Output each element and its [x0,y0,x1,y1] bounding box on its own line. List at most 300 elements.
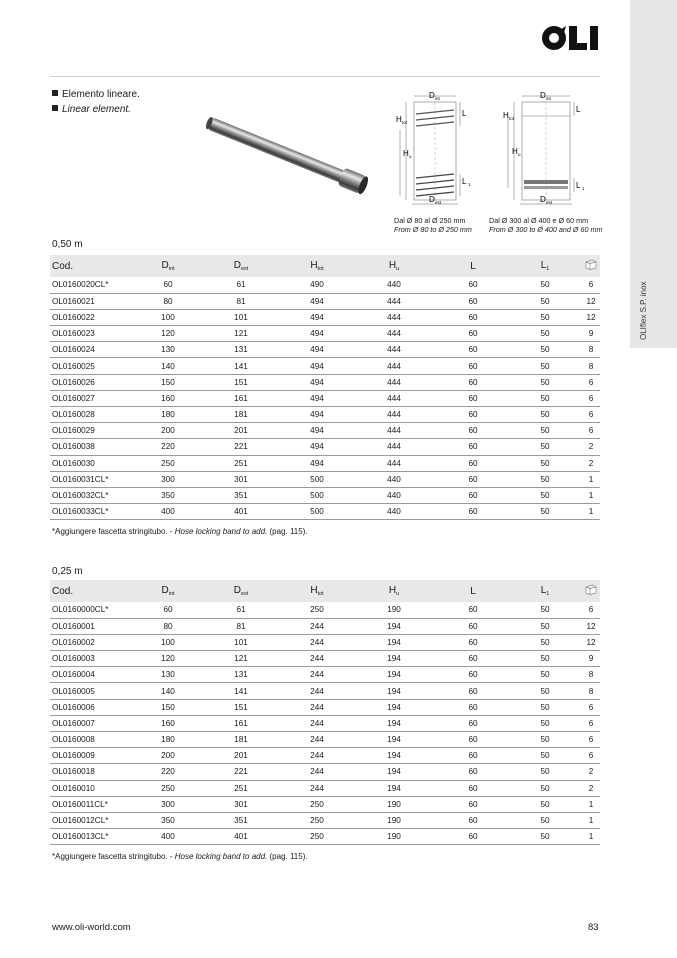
cell-l: 60 [438,390,508,406]
col-header-d-int: $D_{int}$ [138,255,198,277]
cell-d-int: 100 [138,309,198,325]
diagram-caption-en: From Ø 80 to Ø 250 mm [394,225,472,234]
svg-text:L: L [462,109,467,118]
table-row [50,667,600,683]
cell-h-tot: 244 [284,780,350,796]
cell-pack-qty: 6 [582,277,600,293]
cell-h-tot: 494 [284,326,350,342]
cell-h-u: 444 [350,423,438,439]
svg-text:u: u [409,154,412,159]
cell-l1: 50 [508,764,582,780]
cell-d-est: 401 [198,829,284,845]
cell-l: 60 [438,326,508,342]
diagram-caption-large [489,216,602,234]
cell-l1: 50 [508,732,582,748]
description-it: Elemento lineare. [52,87,140,102]
cell-code: OL0160010 [50,780,138,796]
cell-d-est: 161 [198,715,284,731]
cell-d-int: 400 [138,504,198,520]
col-header-code: Cod. [50,255,138,277]
cell-d-est: 251 [198,780,284,796]
svg-text:D: D [429,195,435,204]
svg-text:D: D [540,195,546,204]
cell-d-int: 180 [138,407,198,423]
cell-d-est: 301 [198,471,284,487]
cell-code: OL0160006 [50,699,138,715]
package-icon [585,584,597,595]
cell-h-tot: 250 [284,796,350,812]
cell-pack-qty: 6 [582,602,600,618]
svg-text:L: L [576,105,581,114]
cell-d-int: 150 [138,374,198,390]
cell-d-int: 60 [138,277,198,293]
table-footnote: *Aggiungere fascetta stringitubo. - Hose locking band to add. (pag. 115). [52,527,308,536]
cell-pack-qty: 12 [582,293,600,309]
cell-l: 60 [438,715,508,731]
cell-h-tot: 244 [284,715,350,731]
table-header-row [50,255,600,277]
svg-text:tot: tot [402,120,408,125]
bullet-square-icon [52,90,58,96]
package-icon [585,259,597,270]
cell-d-est: 61 [198,277,284,293]
cell-l1: 50 [508,342,582,358]
cell-d-est: 251 [198,455,284,471]
cell-h-tot: 494 [284,309,350,325]
cell-h-u: 444 [350,407,438,423]
cell-d-est: 151 [198,374,284,390]
cell-pack-qty: 6 [582,390,600,406]
cell-h-tot: 494 [284,342,350,358]
cell-code: OL0160033CL* [50,504,138,520]
cell-d-est: 81 [198,618,284,634]
cell-l1: 50 [508,277,582,293]
cell-pack-qty: 8 [582,683,600,699]
cell-h-u: 194 [350,732,438,748]
cell-d-int: 150 [138,699,198,715]
table-row [50,423,600,439]
col-header-package [582,255,600,277]
svg-text:H: H [403,149,409,158]
table-row [50,699,600,715]
cell-h-tot: 500 [284,504,350,520]
svg-text:est: est [435,200,442,205]
spec-table [50,255,600,520]
cell-h-u: 444 [350,293,438,309]
cell-h-u: 194 [350,683,438,699]
cell-pack-qty: 12 [582,309,600,325]
cell-pack-qty: 2 [582,455,600,471]
cell-h-tot: 244 [284,683,350,699]
cell-h-u: 194 [350,699,438,715]
cell-h-tot: 494 [284,374,350,390]
table-row [50,455,600,471]
table-row [50,407,600,423]
cell-l1: 50 [508,618,582,634]
cell-l: 60 [438,309,508,325]
svg-text:H: H [503,111,509,120]
col-header-l: L [438,255,508,277]
cell-h-u: 194 [350,667,438,683]
col-header-h-tot: $H_{tot}$ [284,255,350,277]
cell-l: 60 [438,812,508,828]
table-row [50,374,600,390]
table-row [50,602,600,618]
cell-h-tot: 500 [284,471,350,487]
cell-pack-qty: 1 [582,487,600,503]
cell-l: 60 [438,358,508,374]
cell-code: OL0160023 [50,326,138,342]
cell-code: OL0160003 [50,651,138,667]
cell-l: 60 [438,455,508,471]
cell-d-est: 141 [198,358,284,374]
cell-l1: 50 [508,471,582,487]
col-header-h-u: $H_u$ [350,255,438,277]
cell-d-int: 80 [138,293,198,309]
table-row [50,293,600,309]
cell-h-tot: 244 [284,732,350,748]
bullet-square-icon [52,105,58,111]
cell-h-tot: 250 [284,602,350,618]
table-row [50,715,600,731]
cell-d-est: 221 [198,764,284,780]
cell-h-u: 444 [350,309,438,325]
cell-h-tot: 494 [284,293,350,309]
page-number: 83 [588,922,599,933]
table-footnote: *Aggiungere fascetta stringitubo. - Hose locking band to add. (pag. 115). [52,852,308,861]
cell-pack-qty: 1 [582,796,600,812]
svg-text:tot: tot [509,116,515,121]
cell-d-int: 250 [138,455,198,471]
cell-pack-qty: 1 [582,504,600,520]
dimension-diagram-small [392,88,478,214]
cell-l1: 50 [508,439,582,455]
cell-l1: 50 [508,748,582,764]
diagram-caption-en: From Ø 300 to Ø 400 and Ø 60 mm [489,225,603,234]
oli-logo [540,22,604,54]
cell-pack-qty: 6 [582,715,600,731]
col-header-package [582,580,600,602]
cell-l: 60 [438,439,508,455]
col-header-d-est: $D_{est}$ [198,580,284,602]
cell-pack-qty: 1 [582,829,600,845]
cell-l1: 50 [508,780,582,796]
col-header-code: Cod. [50,580,138,602]
cell-l1: 50 [508,651,582,667]
table-row [50,390,600,406]
table-row [50,796,600,812]
cell-h-u: 194 [350,780,438,796]
section-title: 0,50 m [52,239,83,250]
cell-l1: 50 [508,487,582,503]
cell-code: OL0160013CL* [50,829,138,845]
footer-website-link[interactable]: www.oli-world.com [52,922,131,933]
cell-l: 60 [438,634,508,650]
cell-pack-qty: 6 [582,748,600,764]
cell-code: OL0160022 [50,309,138,325]
cell-l: 60 [438,829,508,845]
cell-d-est: 131 [198,342,284,358]
cell-l1: 50 [508,358,582,374]
table-row [50,471,600,487]
cell-code: OL0160009 [50,748,138,764]
table-row [50,829,600,845]
cell-l: 60 [438,504,508,520]
table-row [50,634,600,650]
cell-h-tot: 244 [284,667,350,683]
cell-l: 60 [438,748,508,764]
spec-table [50,580,600,845]
cell-l: 60 [438,374,508,390]
cell-d-int: 100 [138,634,198,650]
cell-d-int: 200 [138,423,198,439]
cell-d-est: 121 [198,651,284,667]
cell-code: OL0160007 [50,715,138,731]
cell-code: OL0160008 [50,732,138,748]
cell-code: OL0160032CL* [50,487,138,503]
cell-l1: 50 [508,667,582,683]
cell-d-est: 201 [198,748,284,764]
cell-d-int: 60 [138,602,198,618]
col-header-h-u: $H_u$ [350,580,438,602]
table-row [50,358,600,374]
table-row [50,618,600,634]
side-tab-label: OLIflex S.P. inox [639,281,648,340]
cell-l: 60 [438,342,508,358]
cell-h-tot: 494 [284,423,350,439]
cell-l1: 50 [508,455,582,471]
cell-l: 60 [438,683,508,699]
cell-l: 60 [438,471,508,487]
cell-h-u: 444 [350,439,438,455]
cell-l1: 50 [508,390,582,406]
col-header-d-int: $D_{int}$ [138,580,198,602]
cell-d-est: 201 [198,423,284,439]
product-image [195,110,380,200]
cell-h-u: 194 [350,764,438,780]
svg-text:D: D [429,91,435,100]
cell-d-est: 181 [198,407,284,423]
svg-text:L: L [462,177,467,186]
cell-code: OL0160020CL* [50,277,138,293]
cell-d-est: 121 [198,326,284,342]
cell-l1: 50 [508,812,582,828]
cell-l: 60 [438,277,508,293]
cell-d-int: 350 [138,487,198,503]
cell-l: 60 [438,618,508,634]
cell-l: 60 [438,699,508,715]
cell-l1: 50 [508,699,582,715]
cell-h-u: 444 [350,455,438,471]
svg-text:L: L [576,181,581,190]
cell-d-est: 221 [198,439,284,455]
dimension-diagram-large [500,88,592,214]
description-en: Linear element. [52,102,140,117]
diagram-caption-it: Dal Ø 300 al Ø 400 e Ø 60 mm [489,216,589,225]
cell-code: OL0160012CL* [50,812,138,828]
cell-h-tot: 244 [284,748,350,764]
cell-h-u: 444 [350,326,438,342]
cell-code: OL0160004 [50,667,138,683]
cell-l: 60 [438,667,508,683]
cell-l: 60 [438,651,508,667]
section-title: 0,25 m [52,566,83,577]
cell-d-int: 130 [138,342,198,358]
cell-code: OL0160025 [50,358,138,374]
cell-d-est: 181 [198,732,284,748]
cell-pack-qty: 6 [582,732,600,748]
cell-code: OL0160011CL* [50,796,138,812]
cell-h-tot: 500 [284,487,350,503]
cell-l1: 50 [508,407,582,423]
cell-code: OL0160000CL* [50,602,138,618]
cell-d-int: 140 [138,358,198,374]
cell-l: 60 [438,764,508,780]
col-header-h-tot: $H_{tot}$ [284,580,350,602]
cell-d-int: 400 [138,829,198,845]
cell-h-u: 440 [350,471,438,487]
cell-h-tot: 494 [284,407,350,423]
col-header-l1: $L_1$ [508,255,582,277]
cell-h-u: 444 [350,342,438,358]
svg-text:H: H [512,147,518,156]
cell-pack-qty: 9 [582,651,600,667]
cell-l1: 50 [508,602,582,618]
cell-code: OL0160001 [50,618,138,634]
cell-code: OL0160028 [50,407,138,423]
cell-d-int: 220 [138,439,198,455]
cell-h-tot: 494 [284,390,350,406]
col-header-d-est: $D_{est}$ [198,255,284,277]
cell-l: 60 [438,407,508,423]
svg-text:int: int [435,96,440,101]
cell-d-est: 401 [198,504,284,520]
cell-h-tot: 244 [284,651,350,667]
header-divider [50,76,600,77]
cell-d-est: 131 [198,667,284,683]
cell-d-int: 80 [138,618,198,634]
svg-text:1: 1 [582,186,585,191]
cell-h-u: 190 [350,812,438,828]
cell-h-u: 194 [350,651,438,667]
cell-l1: 50 [508,683,582,699]
table-row [50,748,600,764]
svg-text:int: int [546,96,551,101]
cell-h-tot: 494 [284,455,350,471]
cell-code: OL0160018 [50,764,138,780]
table-row [50,764,600,780]
product-description [52,87,140,117]
cell-h-tot: 494 [284,358,350,374]
cell-d-int: 120 [138,326,198,342]
cell-h-u: 444 [350,374,438,390]
table-row [50,439,600,455]
cell-d-est: 101 [198,309,284,325]
cell-d-est: 301 [198,796,284,812]
svg-text:D: D [540,91,546,100]
cell-h-u: 194 [350,634,438,650]
table-row [50,309,600,325]
table-row [50,277,600,293]
table-row [50,812,600,828]
cell-h-u: 444 [350,358,438,374]
cell-pack-qty: 2 [582,439,600,455]
cell-d-est: 101 [198,634,284,650]
cell-l1: 50 [508,796,582,812]
cell-h-tot: 494 [284,439,350,455]
table-row [50,487,600,503]
cell-l1: 50 [508,829,582,845]
cell-pack-qty: 2 [582,764,600,780]
cell-pack-qty: 8 [582,358,600,374]
cell-l1: 50 [508,634,582,650]
cell-code: OL0160029 [50,423,138,439]
cell-code: OL0160021 [50,293,138,309]
cell-code: OL0160030 [50,455,138,471]
cell-pack-qty: 8 [582,342,600,358]
cell-pack-qty: 8 [582,667,600,683]
cell-pack-qty: 2 [582,780,600,796]
col-header-l1: $L_1$ [508,580,582,602]
cell-l1: 50 [508,423,582,439]
cell-l: 60 [438,423,508,439]
diagram-caption-it: Dal Ø 80 al Ø 250 mm [394,216,466,225]
cell-d-int: 160 [138,390,198,406]
cell-d-int: 160 [138,715,198,731]
cell-d-est: 141 [198,683,284,699]
cell-code: OL0160002 [50,634,138,650]
cell-d-int: 300 [138,471,198,487]
svg-text:u: u [518,152,521,157]
col-header-l: L [438,580,508,602]
cell-h-u: 190 [350,829,438,845]
cell-l1: 50 [508,326,582,342]
svg-text:est: est [546,200,553,205]
cell-d-int: 140 [138,683,198,699]
diagram-caption-small [394,216,472,234]
cell-code: OL0160024 [50,342,138,358]
cell-d-est: 81 [198,293,284,309]
svg-text:H: H [396,115,402,124]
cell-d-int: 350 [138,812,198,828]
cell-h-u: 194 [350,748,438,764]
table-row [50,326,600,342]
svg-text:1: 1 [468,182,471,187]
cell-pack-qty: 12 [582,634,600,650]
cell-d-est: 351 [198,812,284,828]
cell-pack-qty: 6 [582,423,600,439]
cell-l: 60 [438,796,508,812]
cell-h-u: 440 [350,277,438,293]
cell-d-est: 161 [198,390,284,406]
cell-d-est: 351 [198,487,284,503]
cell-d-int: 200 [138,748,198,764]
cell-h-u: 190 [350,796,438,812]
cell-l: 60 [438,293,508,309]
cell-h-tot: 244 [284,764,350,780]
cell-d-int: 130 [138,667,198,683]
cell-h-u: 190 [350,602,438,618]
cell-h-tot: 244 [284,618,350,634]
cell-l1: 50 [508,504,582,520]
cell-code: OL0160038 [50,439,138,455]
cell-code: OL0160031CL* [50,471,138,487]
cell-h-u: 440 [350,504,438,520]
cell-h-tot: 244 [284,634,350,650]
cell-pack-qty: 1 [582,471,600,487]
cell-l1: 50 [508,309,582,325]
cell-l: 60 [438,780,508,796]
